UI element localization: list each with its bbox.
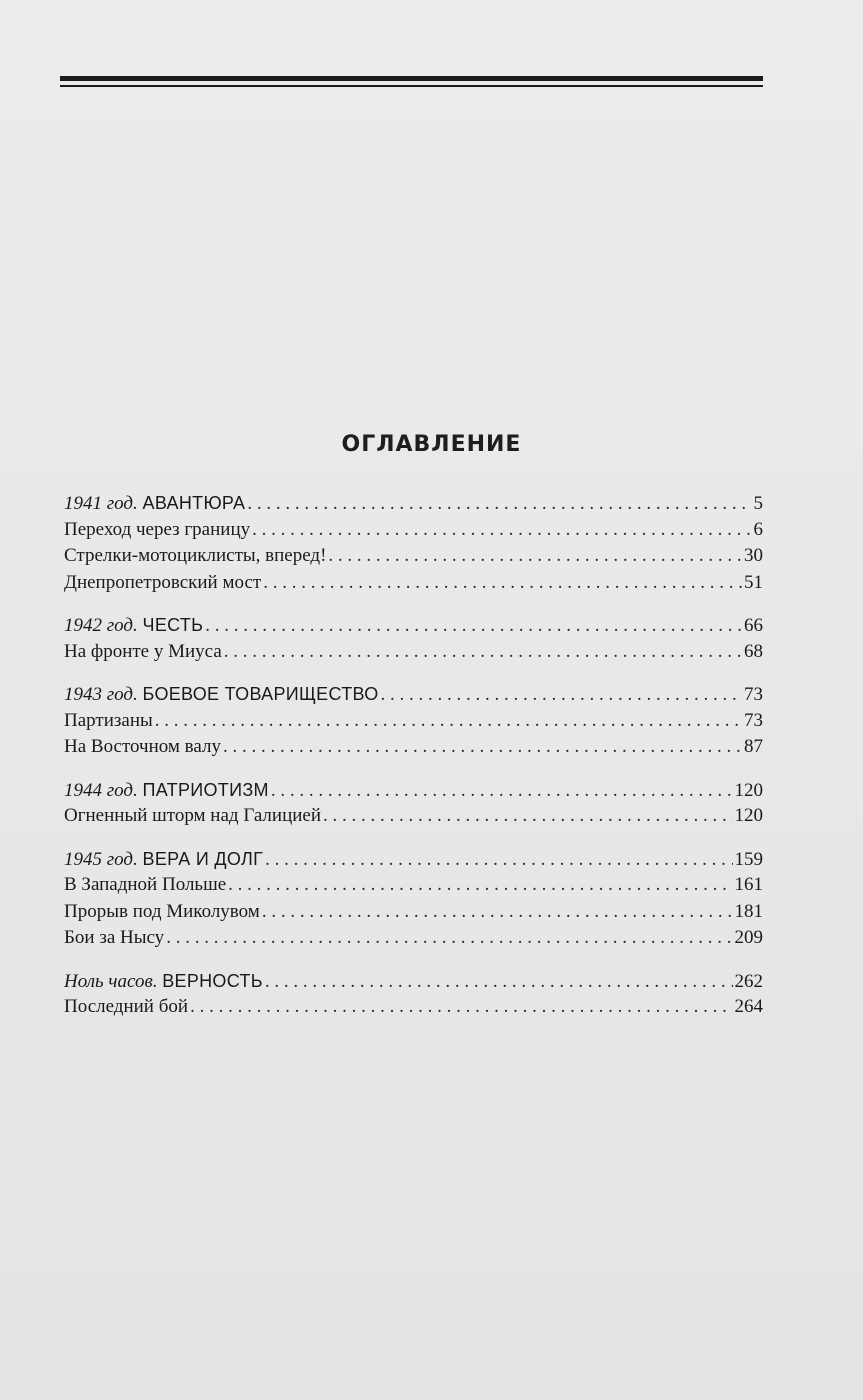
toc-page-number: 5 <box>753 493 763 514</box>
toc-chapter-title: Днепропетровский мост <box>64 571 262 593</box>
toc-leader-dots <box>247 491 751 518</box>
toc-page-number: 87 <box>744 736 763 757</box>
toc-chapter-title: Партизаны <box>64 709 153 731</box>
toc-part-label <box>64 612 203 640</box>
toc-chapter-title: Переход через границу <box>64 518 251 540</box>
toc-leader-dots <box>265 969 733 996</box>
toc-leader-dots <box>271 778 733 805</box>
toc-page-number: 161 <box>734 874 763 895</box>
toc-chapter <box>64 570 763 597</box>
toc-section <box>64 681 763 761</box>
toc-section <box>64 612 763 665</box>
toc-chapter-title: На фронте у Миуса <box>64 640 222 662</box>
toc-chapter-title: В Западной Польше <box>64 874 227 895</box>
toc-chapter <box>64 517 763 544</box>
toc-page-number: 66 <box>744 615 763 636</box>
toc-part-label <box>64 846 263 874</box>
toc-leader-dots <box>263 570 742 597</box>
toc-leader-dots <box>252 517 751 544</box>
toc-part-year: 1943 год. <box>64 684 138 705</box>
toc-page-number: 73 <box>744 709 763 731</box>
toc-chapter-title: Бои за Нысу <box>64 927 165 948</box>
page-title: ОГЛАВЛЕНИЕ <box>341 432 522 457</box>
toc-page-number: 30 <box>744 545 763 566</box>
toc-leader-dots <box>323 803 732 830</box>
toc-chapter <box>64 639 763 666</box>
toc-part-title: АВАНТЮРА <box>142 493 246 513</box>
toc-chapter <box>64 543 763 570</box>
toc-chapter <box>64 925 763 952</box>
toc-page-number: 120 <box>734 779 763 801</box>
toc-part-year: 1941 год. <box>64 493 138 514</box>
toc-part-title: ПАТРИОТИЗМ <box>142 779 269 800</box>
toc-part-label <box>64 968 263 996</box>
toc-page-number: 51 <box>744 571 763 593</box>
toc-section <box>64 490 763 596</box>
toc-chapter <box>64 994 763 1021</box>
toc-chapter-title: Прорыв под Миколувом <box>64 900 260 922</box>
toc-chapter-title: Стрелки-мотоциклисты, вперед! <box>64 545 327 566</box>
toc-part-label <box>64 681 379 709</box>
toc-chapter <box>64 872 763 899</box>
toc-page-number: 264 <box>734 996 763 1017</box>
toc-leader-dots <box>166 925 732 952</box>
toc-page-number: 68 <box>744 640 763 662</box>
toc-leader-dots <box>205 613 742 640</box>
toc-chapter-title: Последний бой <box>64 996 189 1017</box>
toc-chapter <box>64 708 763 735</box>
toc-chapter <box>64 734 763 761</box>
toc-leader-dots <box>381 682 743 709</box>
toc-leader-dots <box>262 899 733 926</box>
toc-section <box>64 846 763 952</box>
toc-chapter-title: Огненный шторм над Галицией <box>64 805 322 826</box>
toc-part-label <box>64 777 269 805</box>
toc-part-title: ВЕРА И ДОЛГ <box>142 848 264 869</box>
toc-chapter <box>64 899 763 926</box>
toc-part-title: ВЕРНОСТЬ <box>162 970 263 991</box>
toc-page-number: 262 <box>734 970 763 992</box>
toc-part-heading <box>64 612 763 639</box>
toc-page-number: 120 <box>734 805 763 826</box>
toc-part-heading <box>64 968 763 995</box>
toc-part-heading <box>64 777 763 804</box>
toc-section <box>64 968 763 1021</box>
toc-leader-dots <box>328 543 742 570</box>
toc-part-year: 1942 год. <box>64 615 138 636</box>
toc-page-number: 209 <box>734 927 763 948</box>
toc-leader-dots <box>190 994 732 1021</box>
toc-page-number: 181 <box>734 900 763 922</box>
toc-page-number: 159 <box>734 848 763 870</box>
toc-part-heading <box>64 681 763 708</box>
toc-part-heading <box>64 490 763 517</box>
toc-part-title: ЧЕСТЬ <box>142 615 204 635</box>
toc-part-title: БОЕВОЕ ТОВАРИЩЕСТВО <box>142 684 379 704</box>
header-rule-thin <box>60 85 763 87</box>
toc-part-heading <box>64 846 763 873</box>
toc-section <box>64 777 763 830</box>
toc-page-number: 6 <box>753 518 763 540</box>
toc-page-number: 73 <box>744 684 763 705</box>
toc-chapter <box>64 803 763 830</box>
toc-part-label <box>64 490 245 518</box>
toc-leader-dots <box>155 708 742 735</box>
toc-leader-dots <box>224 639 742 666</box>
toc-part-year: 1944 год. <box>64 779 138 801</box>
toc-leader-dots <box>265 847 732 874</box>
toc-part-year: 1945 год. <box>64 848 138 870</box>
toc-leader-dots <box>223 734 742 761</box>
toc-leader-dots <box>228 872 732 899</box>
toc-part-year: Ноль часов. <box>64 970 158 992</box>
toc-chapter-title: На Восточном валу <box>64 736 221 757</box>
header-rule-thick <box>60 76 763 81</box>
table-of-contents <box>64 490 763 1037</box>
